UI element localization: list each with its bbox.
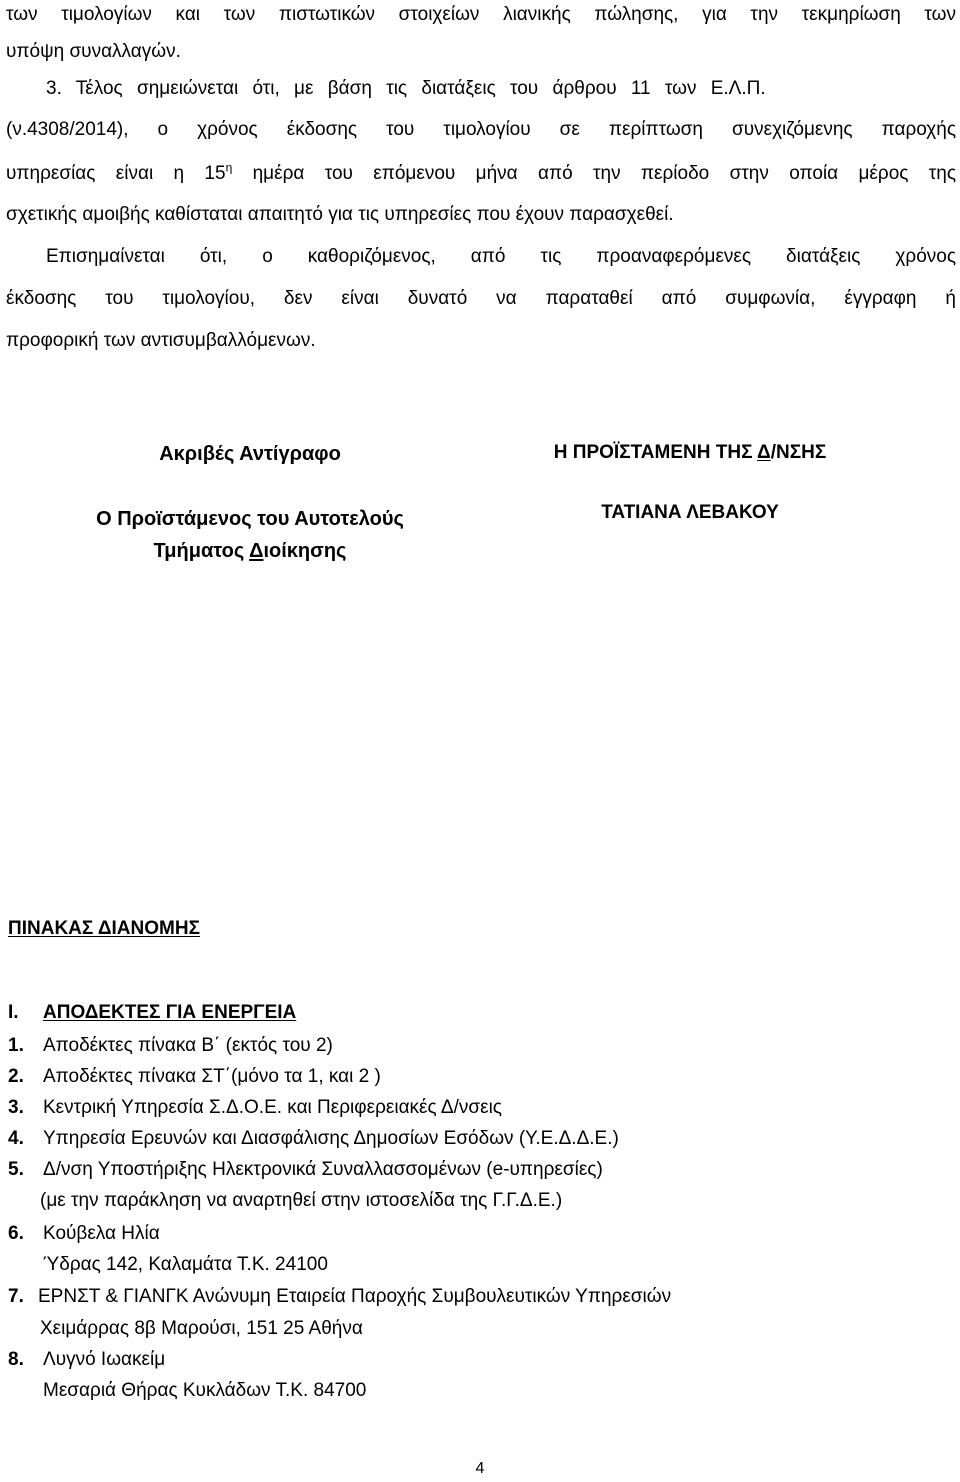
list-item-number: 7.	[8, 1286, 24, 1307]
list-item-number: 6.	[8, 1223, 24, 1244]
body-line-1: των τιμολογίων και των πιστωτικών στοιχείων λιανικής πώλησης, για την τεκμηρίωση των	[6, 4, 956, 25]
list-item-number: 8.	[8, 1349, 24, 1370]
left-signatory-role-line-1: Ο Προϊστάμενος του Αυτοτελούς	[96, 508, 404, 530]
section-number: I.	[8, 1002, 19, 1023]
list-item	[8, 1034, 333, 1058]
list-item-number: 2.	[8, 1066, 24, 1087]
list-item	[8, 1285, 671, 1309]
list-item	[8, 1222, 160, 1246]
list-item-text: Λυγνό Ιωακείμ	[43, 1349, 166, 1370]
body-line-9: προφορική των αντισυμβαλλόμενων.	[6, 330, 316, 351]
body-line-7: Επισημαίνεται ότι, ο καθοριζόμενος, από τις προαναφερόμενες διατάξεις χρόνος	[46, 246, 956, 267]
list-item-text: Αποδέκτες πίνακα ΣΤ΄(μόνο τα 1, και 2 )	[43, 1066, 381, 1087]
page-number: 4	[475, 1460, 485, 1477]
section-title: ΑΠΟΔΕΚΤΕΣ ΓΙΑ ΕΝΕΡΓΕΙΑ	[43, 1002, 297, 1023]
list-item-text: Κεντρική Υπηρεσία Σ.Δ.Ο.Ε. και Περιφερειακές Δ/νσεις	[43, 1097, 502, 1118]
list-item-text: ΕΡΝΣΤ & ΓΙΑΝΓΚ Ανώνυμη Εταιρεία Παροχής Συμβουλευτικών Υπηρεσιών	[38, 1286, 672, 1307]
list-item-number: 4.	[8, 1128, 24, 1149]
distribution-section-heading	[8, 1001, 296, 1025]
list-item-text: Κούβελα Ηλία	[43, 1223, 160, 1244]
left-role-2-start: Τμήματος	[153, 540, 250, 562]
list-item-text: Υπηρεσία Ερευνών και Διασφάλισης Δημοσίων Εσόδων (Υ.Ε.Δ.Δ.Ε.)	[43, 1128, 619, 1149]
left-role-2-underlined: Δ	[249, 540, 264, 562]
right-title-end: /ΝΣΗΣ	[770, 442, 827, 463]
right-title-underlined: Δ	[757, 442, 771, 463]
list-item-text: Αποδέκτες πίνακα Β΄ (εκτός του 2)	[43, 1035, 333, 1056]
list-item-continuation: Ύδρας 142, Καλαμάτα Τ.Κ. 24100	[43, 1254, 328, 1275]
left-role-2-end: ιοίκησης	[263, 540, 347, 562]
list-item	[8, 1096, 502, 1120]
list-item-continuation: Χειμάρρας 8β Μαρούσι, 151 25 Αθήνα	[40, 1318, 363, 1339]
list-item-text: Δ/νση Υποστήριξης Ηλεκτρονικά Συναλλασσομένων (e-υπηρεσίες)	[43, 1159, 603, 1180]
certified-copy-title: Ακριβές Αντίγραφο	[159, 443, 341, 465]
list-item-continuation: (με την παράκληση να αναρτηθεί στην ιστοσελίδα της Γ.Γ.Δ.Ε.)	[40, 1190, 563, 1211]
list-item-continuation: Μεσαριά Θήρας Κυκλάδων Τ.Κ. 84700	[43, 1380, 367, 1401]
right-title-start: Η ΠΡΟΪΣΤΑΜΕΝΗ ΤΗΣ	[553, 442, 758, 463]
body-line-2: υπόψη συναλλαγών.	[6, 41, 181, 62]
body-line-5-start: υπηρεσίας είναι η 15	[6, 163, 226, 184]
superscript-eta: η	[225, 160, 233, 175]
right-signatory-title	[490, 437, 890, 469]
body-line-6: σχετικής αμοιβής καθίσταται απαιτητό για τις υπηρεσίες που έχουν παρασχεθεί.	[6, 204, 674, 225]
list-item-number: 5.	[8, 1159, 24, 1180]
body-line-5-end: ημέρα του επόμενου μήνα από την περίοδο στην οποία μέρος της	[232, 163, 956, 184]
body-line-8: έκδοσης του τιμολογίου, δεν είναι δυνατό να παραταθεί από συμφωνία, έγγραφη ή	[6, 288, 956, 309]
list-item-number: 1.	[8, 1035, 24, 1056]
list-item	[8, 1127, 619, 1151]
left-signatory-role-line-2	[40, 535, 460, 567]
distribution-list-title: ΠΙΝΑΚΑΣ ΔΙΑΝΟΜΗΣ	[8, 918, 200, 939]
body-line-3: 3. Τέλος σημειώνεται ότι, με βάση τις διατάξεις του άρθρου 11 των Ε.Λ.Π.	[46, 78, 766, 99]
body-line-4: (ν.4308/2014), ο χρόνος έκδοσης του τιμολογίου σε περίπτωση συνεχιζόμενης παροχής	[6, 119, 956, 140]
list-item	[8, 1158, 603, 1182]
list-item-number: 3.	[8, 1097, 24, 1118]
body-line-5	[6, 162, 956, 186]
list-item	[8, 1065, 381, 1089]
right-signatory-name: ΤΑΤΙΑΝΑ ΛΕΒΑΚΟΥ	[601, 502, 779, 523]
list-item	[8, 1348, 165, 1372]
